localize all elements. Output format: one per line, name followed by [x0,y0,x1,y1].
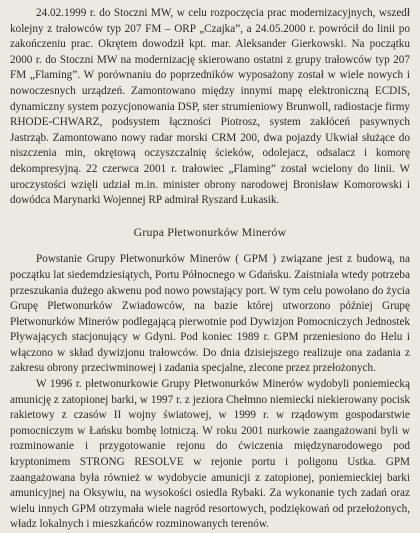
paragraph-gpm-operations: W 1996 r. płetwonurkowie Grupy Płetwonurków Minerów wydobyli poniemiecką amunicję z zatopionej barki, w 1997 r. z jeziora Chełmno niemiecki niekierowany pocisk rakietowy z czasów II wojny światowej, w 1999 r. w rządowym gospodarstwie pomocniczym w Łańsku bombę lotniczą. W roku 2001 nurkowie zaangażowani byli w rozminowanie i przygotowanie rejonu do ćwiczenia międzynarodowego pod kryptonimem STRONG RESOLVE w rejonie portu i poligonu Ustka. GPM zaangażowana była również w wydobycie amunicji z zatopionej, poniemieckiej barki amunicyjnej na Oksywiu, na wysokości osiedla Rybaki. Za wykonanie tych zadań oraz wielu innych GPM otrzymała wiele nagród resortowych, podziękowań od przełożonych, władz lokalnych i mieszkańców rozminowanych terenów. [10,378,410,531]
paragraph-gpm-origin: Powstanie Grupy Płetwonurków Minerów ( GPM ) związane jest z budową, na początku lat siedemdziesiątych, Portu Północnego w Gdańsku. Zaistniała wtedy potrzeba przeszukania dużego akwenu pod nowo powstający port. W tym celu powołano do życia Grupę Płetwonurków Zwiadowców, na bazie której utworzono później Grupę Płetwonurków Minerów podlegającą pierwotnie pod Dywizjon Pomocniczych Jednostek Pływających stacjonujący w Gdyni. Pod koniec 1989 r. GPM przeniesiono do Helu i włączono w skład dywizjonu trałowców. Do dnia dzisiejszego realizuje ona zadania z zakresu obrony przeciwminowej i zadania specjalne, zlecone przez przełożonych. [10,253,410,375]
section-heading: Grupa Płetwonurków Minerów [133,224,287,239]
paragraph-flaming-modernization: 24.02.1999 r. do Stoczni MW, w celu rozpoczęcia prac modernizacyjnych, wszedł kolejny z trałowców typ 207 FM – ORP „Czajka”, a 24.05.2000 r. powrócił do linii po zakończeniu prac. Okrętem dowodził kpt. mar. Aleksander Gierkowski. Na początku 2000 r. do Stoczni MW na modernizację skierowano ostatni z grupy trałowców typ 207 FM „Flaming”. W porównaniu do poprzedników wyposażony został w wiele nowych i nowoczesnych urządzeń. Zamontowano między innymi mapę elektroniczną ECDIS, dynamiczny system pozycjonowania DSP, ster strumieniowy Brunwoll, radiostacje firmy RHODE-CHWARZ, podsystem łączności Piotrosz, system zakłóceń pasywnych Jastrząb. Zamontowano nowy radar morski CRM 200, dwa pojazdy Ukwiał służące do niszczenia min, okrętową oczyszczalnię ścieków, odolejacz, odsalacz i komorę dekompresyjną. 22 czerwca 2001 r. trałowiec „Flaming” został wcielony do linii. W uroczystości wzięli udział m.in. minister obrony narodowej Bronisław Komorowski i dowódca Marynarki Wojennej RP admirał Ryszard Łukasik. [10,7,410,207]
